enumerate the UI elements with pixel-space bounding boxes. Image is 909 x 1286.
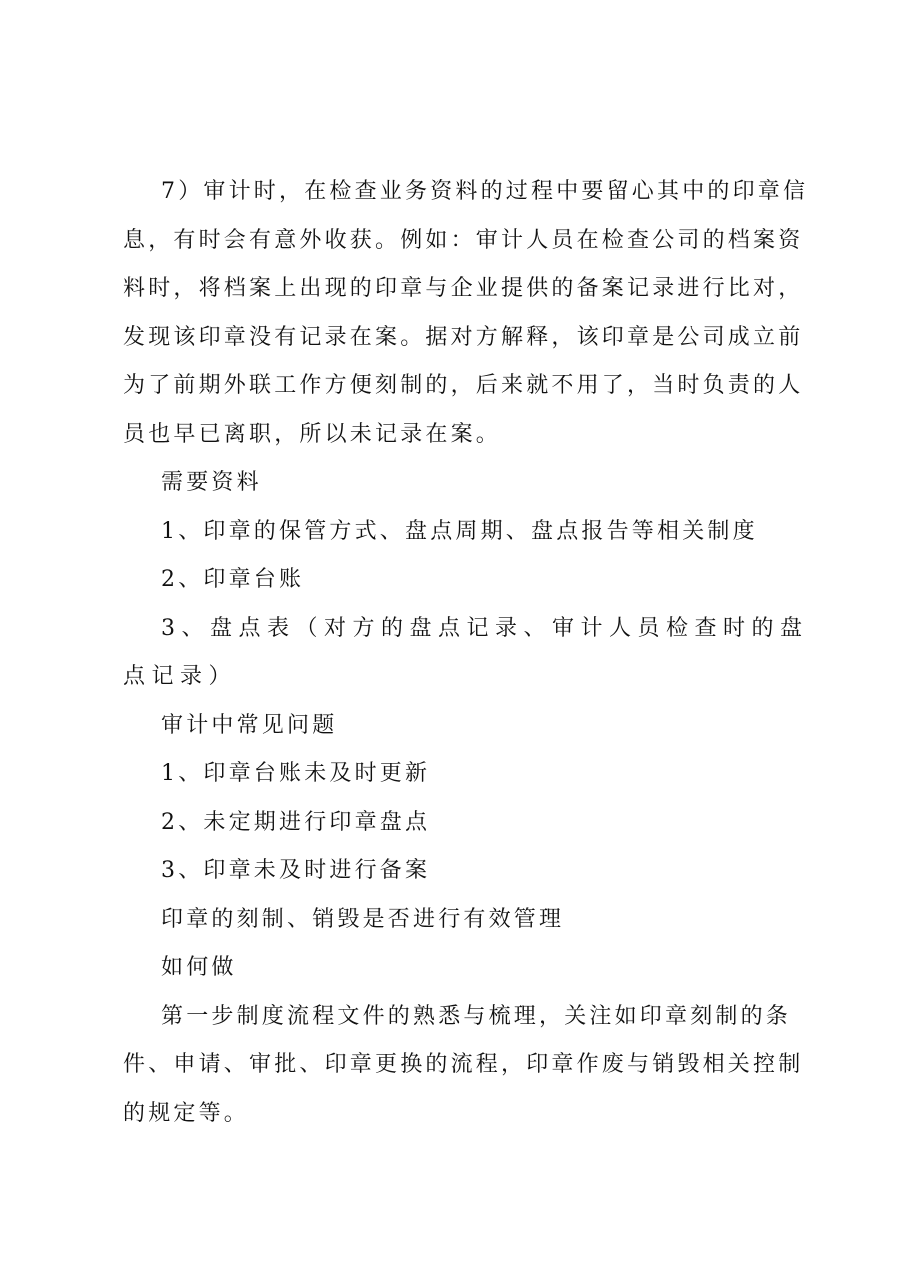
paragraph-audit-note: 7）审计时，在检查业务资料的过程中要留心其中的印章信息，有时会有意外收获。例如：审计人员在检查公司的档案资料时，将档案上出现的印章与企业提供的备案记录进行比对，发现该印章没有记录在案。据对方解释，该印章是公司成立前为了前期外联工作方便刻制的，后来就不用了，当时负责的人员也早已离职，所以未记录在案。 (123, 179, 809, 447)
heading-how-to: 如何做 (161, 955, 237, 980)
heading-common-issues: 审计中常见问题 (161, 712, 338, 738)
list-item-materials-3: 3、盘点表（对方的盘点记录、审计人员检查时的盘点记录） (123, 615, 809, 689)
document-body (123, 168, 809, 1138)
list-item-issues-3: 3、印章未及时进行备案 (161, 858, 431, 883)
list-item-issues-2: 2、未定期进行印章盘点 (161, 809, 431, 835)
list-item-issues-1: 1、印章台账未及时更新 (161, 761, 431, 786)
paragraph-step-one: 第一步制度流程文件的熟悉与梳理，关注如印章刻制的条件、申请、审批、印章更换的流程，印章作废与销毁相关控制的规定等。 (123, 1003, 804, 1126)
list-item-materials-2: 2、印章台账 (161, 567, 305, 592)
heading-required-materials: 需要资料 (161, 470, 262, 495)
list-item-materials-1: 1、印章的保管方式、盘点周期、盘点报告等相关制度 (161, 518, 758, 544)
heading-seal-management: 印章的刻制、销毁是否进行有效管理 (161, 906, 565, 932)
